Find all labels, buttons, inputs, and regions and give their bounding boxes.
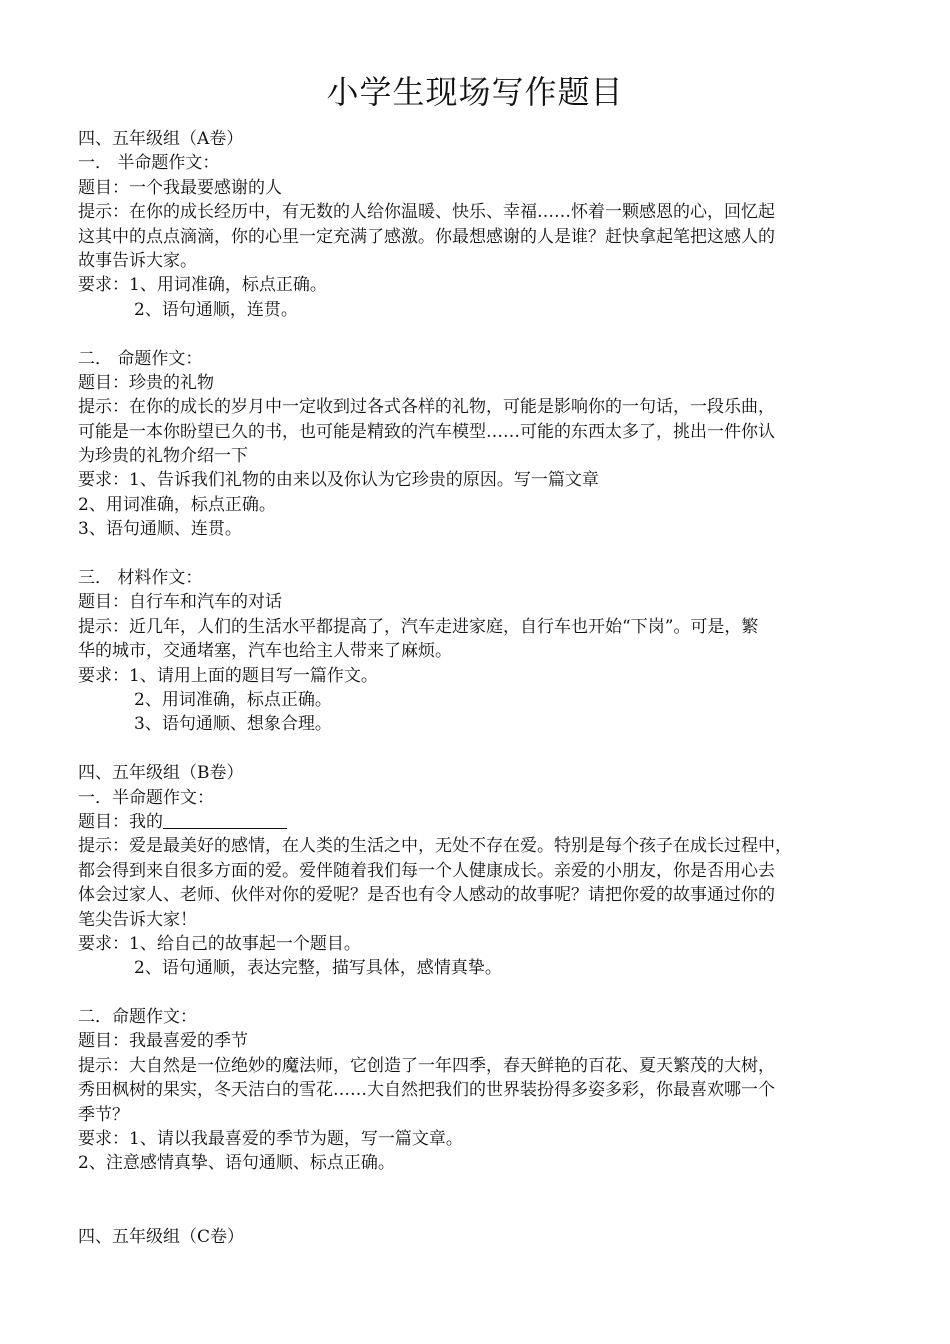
section-b-part1-hint-line: 都会得到来自很多方面的爱。爱伴随着我们每一个人健康成长。亲爱的小朋友，你是否用心去 [78, 860, 775, 881]
section-b-part1-hint-line: 体会过家人、老师、伙伴对你的爱呢？是否也有令人感动的故事呢？请把你爱的故事通过你的 [78, 885, 775, 906]
section-a-part3-heading: 三． 材料作文： [78, 568, 203, 589]
section-a-heading: 四、五年级组（A卷） [78, 129, 244, 149]
section-a-part2-topic: 题目：珍贵的礼物 [78, 372, 214, 393]
section-a-part1-hint-line: 故事告诉大家。 [78, 250, 197, 271]
fill-in-blank [163, 811, 287, 829]
spacer [78, 737, 878, 761]
section-b-part2-topic: 题目：我最喜爱的季节 [78, 1031, 248, 1052]
section-b-part2-heading: 二．命题作文： [78, 1007, 197, 1028]
section-b-part2-hint-line: 秀田枫树的果实，冬天洁白的雪花……大自然把我们的世界装扮得多姿多彩，你最喜欢哪一个 [78, 1080, 775, 1101]
section-a-part1-requirement: 要求：1、用词准确，标点正确。 [78, 275, 327, 296]
section-a-part1-heading: 一． 半命题作文： [78, 153, 220, 174]
section-b-heading: 四、五年级组（B卷） [78, 763, 244, 784]
section-b-part1-requirement: 2、语句通顺，表达完整，描写具体，感情真挚。 [134, 958, 502, 979]
spacer [78, 981, 878, 1005]
section-b-part2-hint-line: 季节？ [78, 1104, 129, 1125]
section-a-part1-hint-line: 提示：在你的成长经历中，有无数的人给你温暖、快乐、幸福……怀着一颗感恩的心，回忆起 [78, 202, 775, 223]
section-a-part3-topic: 题目：自行车和汽车的对话 [78, 592, 282, 613]
section-b-part1-topic-row [78, 810, 878, 834]
section-a-part3-requirement: 要求：1、请用上面的题目写一篇作文。 [78, 665, 378, 686]
section-a-part2-requirement: 要求：1、告诉我们礼物的由来以及你认为它珍贵的原因。写一篇文章 [78, 470, 599, 491]
document-title: 小学生现场写作题目 [326, 73, 624, 111]
spacer [78, 322, 878, 346]
section-b-part2-requirement: 要求：1、请以我最喜爱的季节为题，写一篇文章。 [78, 1129, 463, 1150]
document-body [78, 127, 878, 1249]
section-b-part1-hint-line: 提示：爱是最美好的感情，在人类的生活之中，无处不存在爱。特别是每个孩子在成长过程中， [78, 836, 792, 857]
section-a-part2-hint-line: 可能是一本你盼望已久的书，也可能是精致的汽车模型……可能的东西太多了，挑出一件你认 [78, 421, 775, 442]
section-c-heading: 四、五年级组（C卷） [78, 1226, 245, 1247]
spacer [78, 1176, 878, 1225]
section-b-part1-hint-line: 笔尖告诉大家！ [78, 909, 197, 930]
section-b-part1-requirement: 要求：1、给自己的故事起一个题目。 [78, 933, 361, 954]
section-a-part1-hint-line: 这其中的点点滴滴，你的心里一定充满了感激。你最想感谢的人是谁？赶快拿起笔把这感人的 [78, 226, 775, 247]
section-a-part2-requirement: 2、用词准确，标点正确。 [78, 494, 276, 515]
section-a-part2-hint-line: 提示：在你的成长的岁月中一定收到过各式各样的礼物，可能是影响你的一句话，一段乐曲， [78, 397, 775, 418]
section-a-part2-heading: 二． 命题作文： [78, 348, 203, 369]
section-a-part1-requirement: 2、语句通顺，连贯。 [134, 299, 298, 320]
section-a-part3-requirement: 2、用词准确，标点正确。 [134, 689, 332, 710]
section-a-part3-hint-line: 提示：近几年，人们的生活水平都提高了，汽车走进家庭，自行车也开始“下岗”。可是，繁 [78, 616, 759, 637]
section-a-part2-requirement: 3、语句通顺、连贯。 [78, 519, 242, 540]
section-a-part1-topic: 题目：一个我最要感谢的人 [78, 177, 282, 198]
section-b-part2-requirement: 2、注意感情真挚、语句通顺、标点正确。 [78, 1153, 395, 1174]
spacer [78, 542, 878, 566]
section-a-part3-hint-line: 华的城市，交通堵塞，汽车也给主人带来了麻烦。 [78, 641, 452, 662]
section-b-part1-topic: 题目：我的 [78, 811, 163, 832]
section-a-part3-requirement: 3、语句通顺、想象合理。 [134, 714, 332, 735]
section-a-part2-hint-line: 为珍贵的礼物介绍一下 [78, 446, 248, 467]
section-b-part2-hint-line: 提示：大自然是一位绝妙的魔法师，它创造了一年四季，春天鲜艳的百花、夏天繁茂的大树， [78, 1055, 775, 1076]
section-b-part1-heading: 一．半命题作文： [78, 787, 214, 808]
